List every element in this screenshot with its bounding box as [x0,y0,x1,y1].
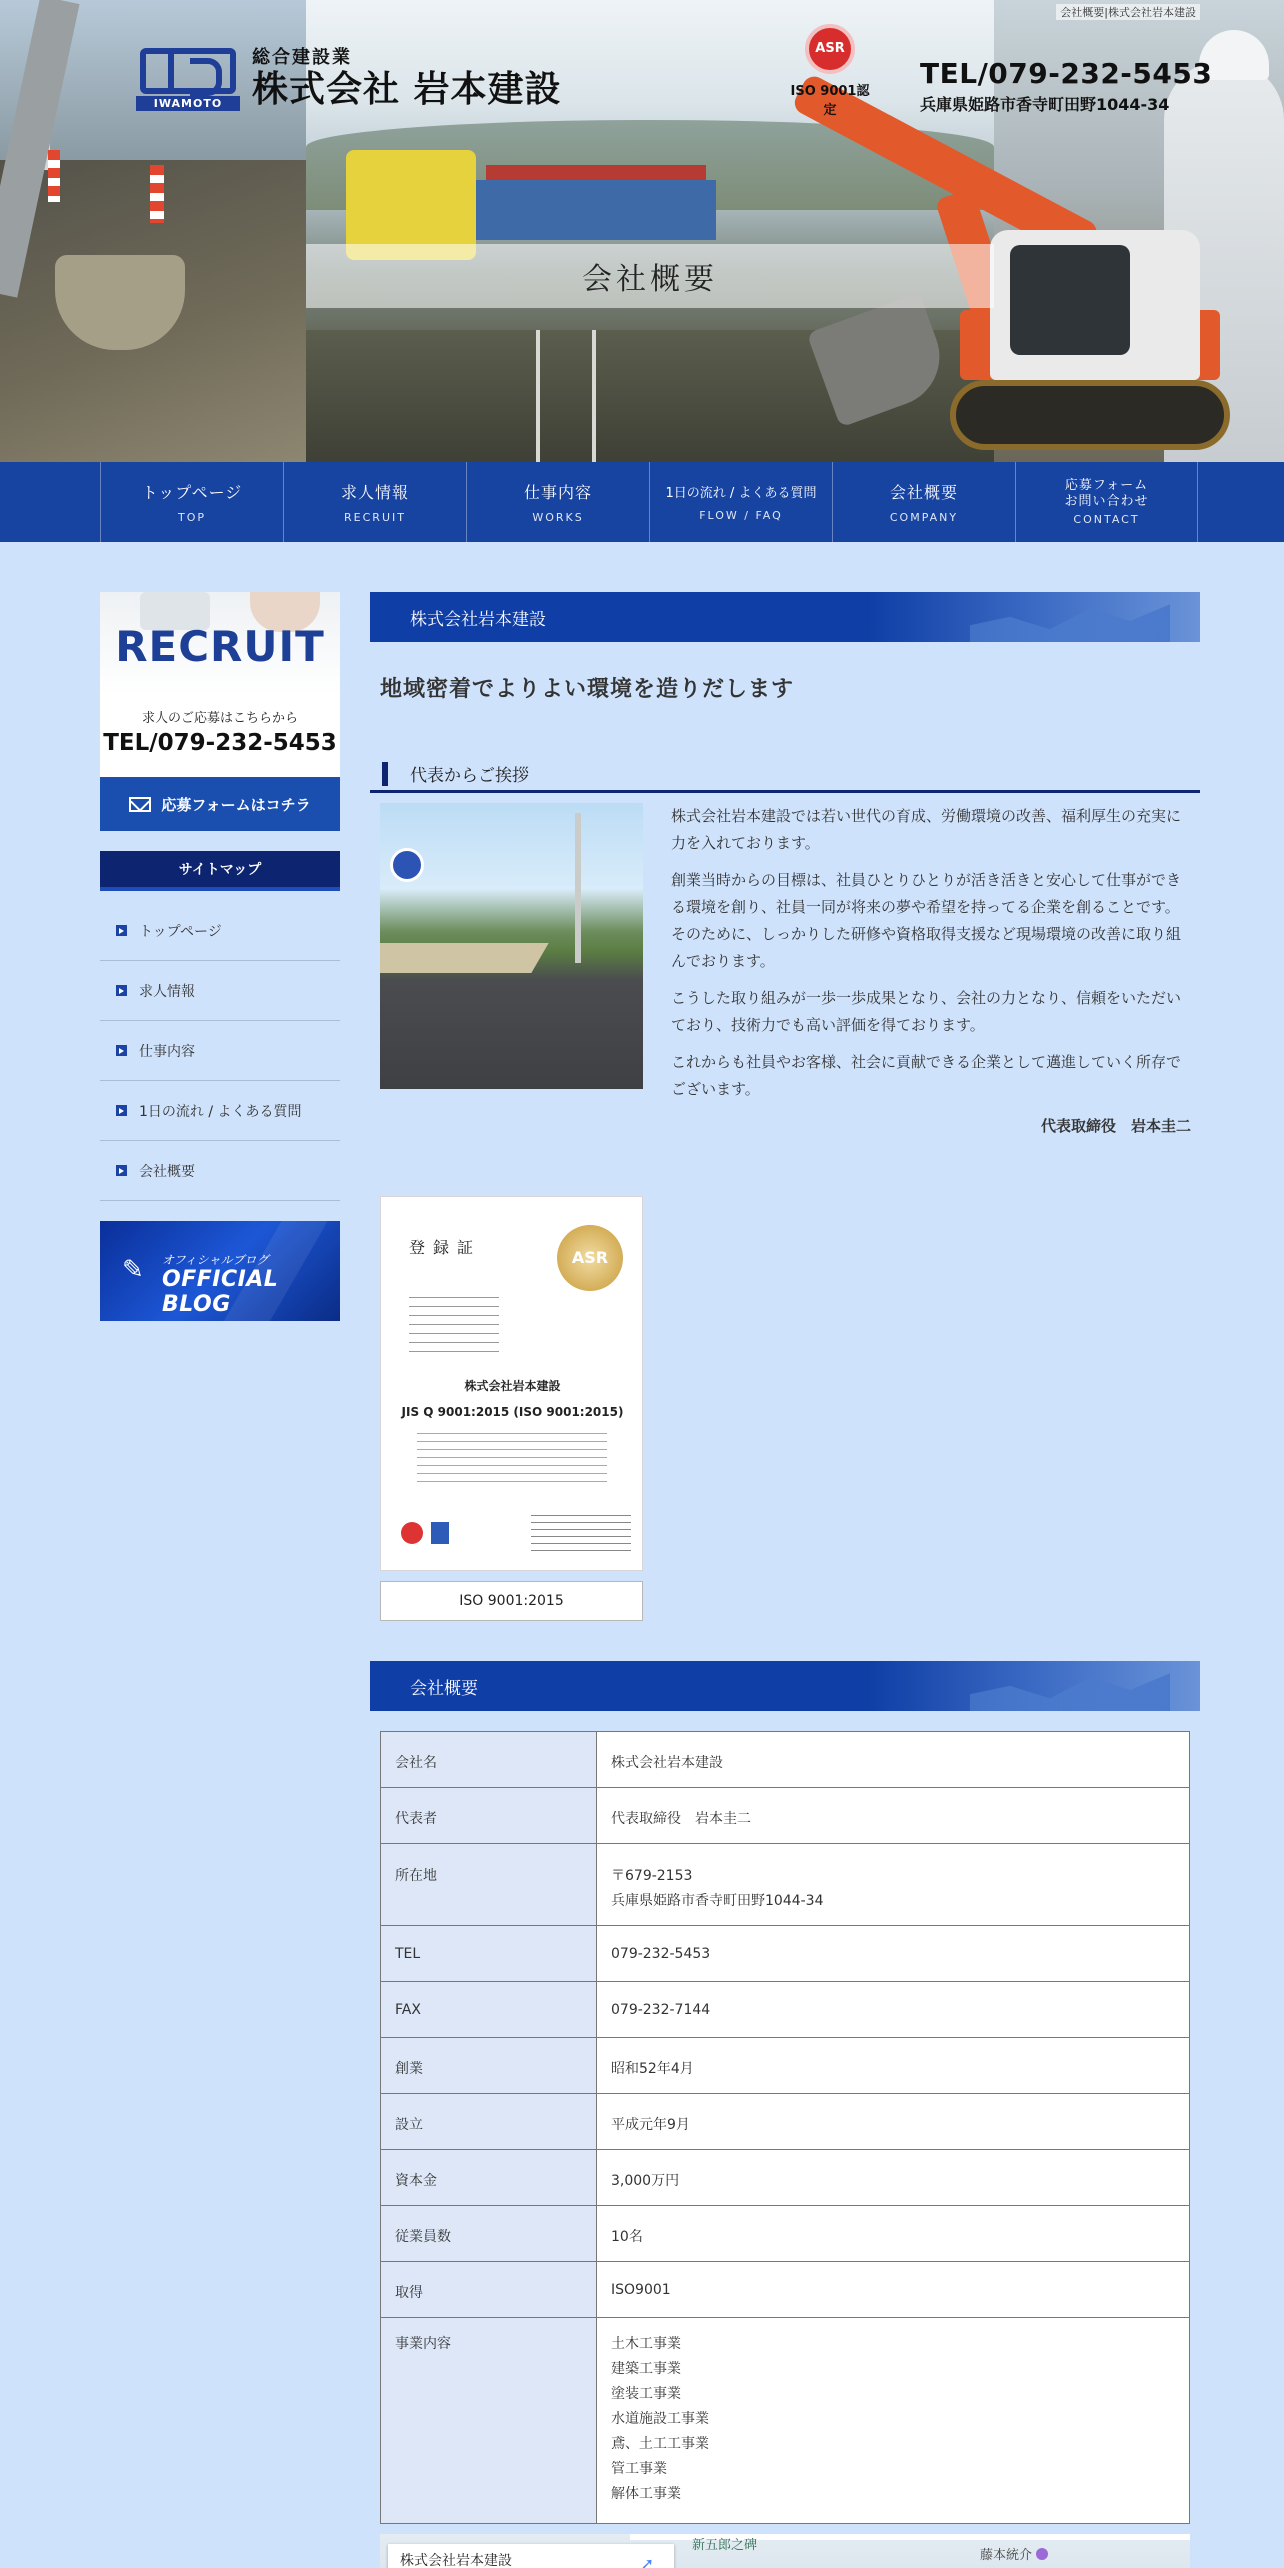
table-row: 取得 ISO9001 [381,2262,1190,2318]
nav-label-en: RECRUIT [344,511,406,524]
company-name: 株式会社 岩本建設 [252,69,562,110]
greeting-paragraph: こうした取り組みが一歩一歩成果となり、会社の力となり、信頼をいただいており、技術力でも高い評価を得ております。 [671,989,1182,1034]
section-heading-overview [370,1661,1200,1711]
asr-medal-icon: ASR [557,1225,623,1291]
greeting-photo [380,803,643,1089]
sitemap-heading: サイトマップ [100,851,340,891]
recruit-title: RECRUIT [115,622,325,671]
accreditation-stamp-icon [431,1522,449,1544]
section-heading-label: 会社概要 [410,1678,478,1699]
sitemap-label: 求人情報 [139,983,195,1000]
page-title: 会社概要 [582,262,718,297]
arrow-square-icon [116,985,127,996]
sitemap-item-recruit[interactable] [100,961,340,1021]
header-contact [920,58,1212,115]
iso-badge [790,24,870,118]
nav-label: トップページ [141,483,243,502]
table-row: 所在地 〒679-2153 兵庫県姫路市香寺町田野1044-34 [381,1844,1190,1926]
table-row: FAX 079-232-7144 [381,1982,1190,2038]
sitemap-item-top[interactable] [100,901,340,961]
sitemap-item-works[interactable] [100,1021,340,1081]
official-blog-banner[interactable] [100,1221,340,1321]
asr-stamp-icon [401,1522,423,1544]
greeting-block [370,803,1200,1140]
arrow-square-icon [116,1105,127,1116]
google-map[interactable] [380,2534,1190,2568]
sitemap-label: トップページ [139,923,222,940]
table-row: 設立 平成元年9月 [381,2094,1190,2150]
sitemap [100,901,340,1201]
nav-label-en: COMPANY [889,511,959,524]
section-heading-label: 株式会社岩本建設 [410,609,546,630]
global-nav [0,462,1284,542]
overview-table [380,1731,1190,2524]
nav-label-en: FLOW / FAQ [699,509,783,522]
sitemap-label: 1日の流れ / よくある質問 [139,1103,302,1120]
recruit-tel: TEL/079-232-5453 [103,730,337,756]
directions-icon[interactable]: ➚ [640,2554,654,2568]
iso-label: ISO 9001認定 [790,84,870,118]
certificate-company: 株式会社岩本建設 [464,1379,561,1393]
nav-item-recruit[interactable] [283,462,466,542]
sitemap-item-flow-faq[interactable] [100,1081,340,1141]
table-row: 事業内容 土木工事業 建築工事業 塗装工事業 水道施設工事業 鳶、土工工事業 管工事業 解体工事業 [381,2318,1190,2524]
certificate-standard: JIS Q 9001:2015 (ISO 9001:2015) [401,1405,624,1419]
apply-form-label: 応募フォームはコチラ [161,795,311,814]
nav-label-en: TOP [177,511,206,524]
greeting-paragraph: これからも社員やお客様、社会に貢献できる企業として邁進していく所存でございます。 [671,1053,1182,1098]
nav-item-flow-faq[interactable] [649,462,832,542]
nav-item-top[interactable] [100,462,283,542]
table-row: 会社名 株式会社岩本建設 [381,1732,1190,1788]
logo-en: IWAMOTO [136,96,240,111]
greeting-heading-label: 代表からご挨拶 [410,766,529,786]
table-row: 創業 昭和52年4月 [381,2038,1190,2094]
apply-form-button[interactable] [100,777,340,831]
sitemap-item-company[interactable] [100,1141,340,1201]
map-label: 新五郎之碑 [692,2538,758,2553]
site-logo[interactable] [136,46,562,112]
nav-label-en: CONTACT [1073,513,1140,526]
lead-copy: 地域密着でよりよい環境を造りだします [380,677,795,702]
map-place-name: 株式会社岩本建設 [400,2553,512,2568]
breadcrumb: 会社概要|株式会社岩本建設 [1056,4,1200,20]
blog-label-small: オフィシャルブログ [162,1253,269,1267]
company-overview [370,1661,1200,2568]
main-content [370,592,1200,2568]
nav-label: 1日の流れ / よくある質問 [665,486,817,501]
nav-item-works[interactable] [466,462,649,542]
map-label: 藤本統介 [980,2544,1048,2563]
arrow-square-icon [116,925,127,936]
greeting-text [671,803,1191,1140]
certificate-image[interactable] [380,1196,643,1571]
nav-item-contact[interactable] [1015,462,1198,542]
nav-item-company[interactable] [832,462,1015,542]
sitemap-label: 仕事内容 [139,1043,195,1060]
nav-label: 会社概要 [889,483,958,502]
nav-label: 求人情報 [340,483,409,502]
recruit-banner[interactable] [100,592,340,777]
arrow-square-icon [116,1165,127,1176]
mail-icon [129,797,151,812]
arrow-square-icon [116,1045,127,1056]
header-tel[interactable]: TEL/079-232-5453 [920,57,1213,90]
greeting-signature: 代表取締役 岩本圭二 [1040,1117,1191,1135]
table-row: 資本金 3,000万円 [381,2150,1190,2206]
table-row: 従業員数 10名 [381,2206,1190,2262]
greeting-paragraph: 創業当時からの目標は、社員ひとりひとりが活き活きと安心して仕事ができる環境を創り、社員一同が将来の夢や希望を持ってる企業を創ることです。そのために、しっかりした研修や資格取得支援など現場環境の改善に取り組んでおります。 [671,871,1182,970]
page-title-band [306,244,994,308]
asr-badge-icon: ASR [805,24,855,74]
greeting-paragraph: 株式会社岩本建設では若い世代の育成、労働環境の改善、福利厚生の充実に力を入れております。 [671,807,1182,852]
map-place-card[interactable] [388,2544,674,2568]
nav-label: 応募フォーム お問い合わせ [1064,478,1149,509]
certificate-caption: ISO 9001:2015 [380,1581,643,1621]
hero-banner [0,0,1284,462]
iso-certificate [380,1196,643,1621]
blog-label-big: OFFICIAL BLOG [162,1267,279,1317]
sitemap-label: 会社概要 [139,1163,195,1180]
logo-text [252,47,562,111]
sidebar [100,592,340,1321]
recruit-subtitle: 求人のご応募はこちらから [141,711,298,726]
logo-subtitle: 総合建設業 [252,47,352,68]
nav-label: 仕事内容 [523,483,592,502]
logo-mark-icon [136,46,240,112]
table-row: 代表者 代表取締役 岩本圭二 [381,1788,1190,1844]
nav-label-en: WORKS [532,511,584,524]
greeting-heading [370,757,1200,793]
header-address: 兵庫県姫路市香寺町田野1044-34 [920,95,1170,114]
table-row: TEL 079-232-5453 [381,1926,1190,1982]
certificate-heading: 登録証 [409,1238,482,1257]
pen-icon: ✎ [122,1255,144,1285]
section-heading-company [370,592,1200,642]
